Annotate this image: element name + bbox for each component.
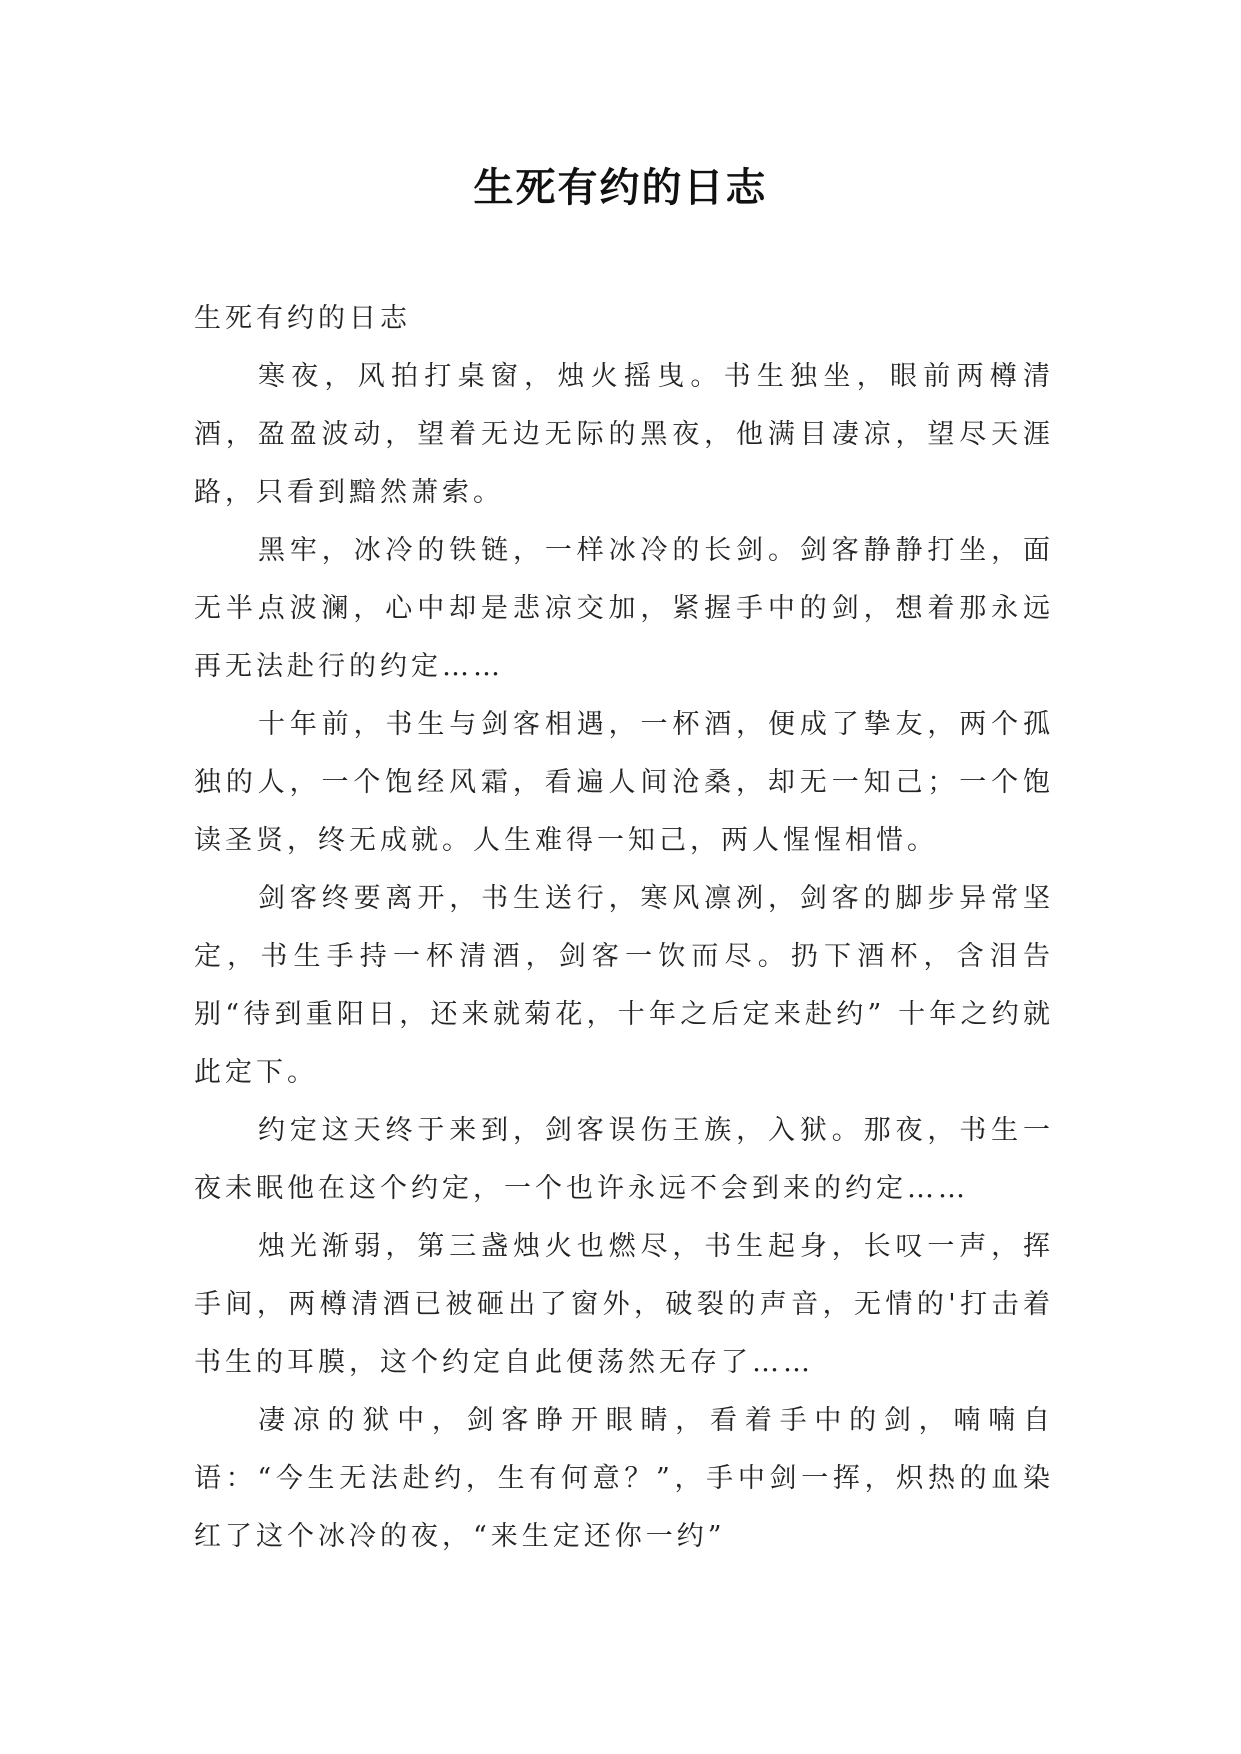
- document-title: 生死有约的日志: [473, 165, 768, 211]
- paragraph: 剑客终要离开，书生送行，寒风凛冽，剑客的脚步异常坚定，书生手持一杯清酒，剑客一饮而尽。扔下酒杯，含泪告别“待到重阳日，还来就菊花，十年之后定来赴约” 十年之约就此定下。: [194, 883, 1054, 1088]
- document-subtitle: 生死有约的日志: [194, 303, 411, 334]
- paragraph: 寒夜，风拍打桌窗，烛火摇曳。书生独坐，眼前两樽清酒，盈盈波动，望着无边无际的黑夜，他满目凄凉，望尽天涯路，只看到黯然萧索。: [194, 361, 1054, 508]
- paragraph: 十年前，书生与剑客相遇，一杯酒，便成了挚友，两个孤独的人，一个饱经风霜，看遍人间沧桑，却无一知己；一个饱读圣贤，终无成就。人生难得一知己，两人惺惺相惜。: [194, 709, 1054, 856]
- paragraph: 烛光渐弱，第三盏烛火也燃尽，书生起身，长叹一声，挥手间，两樽清酒已被砸出了窗外，破裂的声音，无情的'打击着书生的耳膜，这个约定自此便荡然无存了……: [194, 1231, 1054, 1378]
- paragraph: 约定这天终于来到，剑客误伤王族，入狱。那夜，书生一夜未眠他在这个约定，一个也许永远不会到来的约定……: [194, 1115, 1054, 1204]
- document-body: [194, 290, 1054, 1566]
- paragraph: 黑牢，冰冷的铁链，一样冰冷的长剑。剑客静静打坐，面无半点波澜，心中却是悲凉交加，紧握手中的剑，想着那永远再无法赴行的约定……: [194, 535, 1054, 682]
- paragraph: 凄凉的狱中，剑客睁开眼睛，看着手中的剑，喃喃自语：“今生无法赴约，生有何意？”，手中剑一挥，炽热的血染红了这个冰冷的夜，“来生定还你一约”: [194, 1405, 1054, 1552]
